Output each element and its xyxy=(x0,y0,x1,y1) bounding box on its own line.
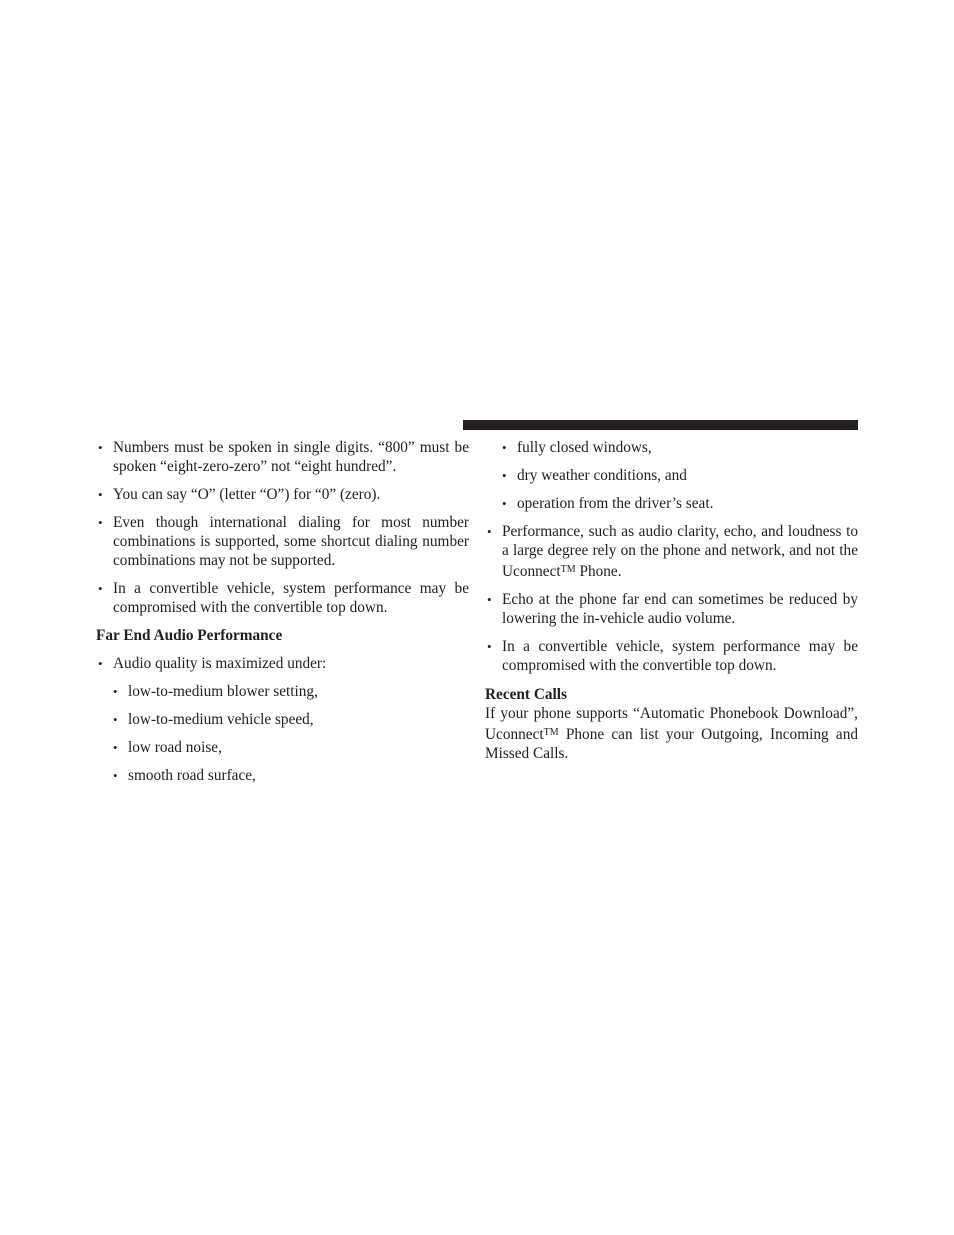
list-item-text: In a convertible vehicle, system performance may be compromised with the convertible top down. xyxy=(502,638,858,674)
right-column xyxy=(485,438,858,763)
list-item-text: In a convertible vehicle, system performance may be compromised with the convertible top down. xyxy=(113,580,469,616)
sub-list-item xyxy=(485,494,858,513)
list-item xyxy=(485,590,858,628)
list-item-text: smooth road surface, xyxy=(128,767,256,784)
list-item-text: low road noise, xyxy=(128,739,222,756)
list-item-text: dry weather conditions, and xyxy=(517,467,687,484)
bullet-icon: • xyxy=(502,468,507,483)
bullet-icon: • xyxy=(487,592,492,607)
trademark-mark: TM xyxy=(560,564,576,575)
list-item-text: low-to-medium vehicle speed, xyxy=(128,711,314,728)
bullet-icon: • xyxy=(98,656,103,671)
list-item xyxy=(485,637,858,675)
bullet-icon: • xyxy=(113,768,118,783)
bullet-icon: • xyxy=(98,440,103,455)
list-item-text: Echo at the phone far end can sometimes be reduced by lowering the in-vehicle audio volume. xyxy=(502,591,858,627)
list-item xyxy=(96,485,469,504)
list-item xyxy=(485,522,858,581)
left-column xyxy=(96,438,469,794)
bullet-icon: • xyxy=(502,440,507,455)
trademark-mark: TM xyxy=(543,727,559,738)
list-item-text: fully closed windows, xyxy=(517,439,652,456)
list-item xyxy=(96,654,469,673)
sub-list-item xyxy=(96,710,469,729)
bullet-icon: • xyxy=(487,524,492,539)
list-item-text: low-to-medium blower setting, xyxy=(128,683,318,700)
bullet-icon: • xyxy=(502,496,507,511)
list-item xyxy=(96,438,469,476)
bullet-icon: • xyxy=(98,487,103,502)
list-item-text: You can say “O” (letter “O”) for “0” (zero). xyxy=(113,486,381,503)
list-item-text: Performance, such as audio clarity, echo, and loudness to a large degree rely on the phone and network, and not the Uconnect™ Phone. xyxy=(502,523,858,580)
recent-calls-paragraph: If your phone supports “Automatic Phonebook Download”, Uconnect™ Phone can list your Outgoing, Incoming and Missed Calls. xyxy=(485,705,858,762)
bullet-icon: • xyxy=(487,639,492,654)
bullet-icon: • xyxy=(113,684,118,699)
list-item-text: Even though international dialing for most number combinations is supported, some shortcut dialing number combinations may not be supported. xyxy=(113,514,469,569)
sub-list-item xyxy=(485,466,858,485)
list-item-text: Audio quality is maximized under: xyxy=(113,655,327,672)
list-item xyxy=(96,513,469,570)
sub-list-item xyxy=(485,438,858,457)
list-item-text: Numbers must be spoken in single digits. “800” must be spoken “eight-zero-zero” not “eight hundred”. xyxy=(113,439,469,475)
sub-list-item xyxy=(96,738,469,757)
bullet-icon: • xyxy=(113,712,118,727)
tips-list xyxy=(96,438,469,617)
section-heading: Far End Audio Performance xyxy=(96,627,283,644)
section-heading: Recent Calls xyxy=(485,686,567,703)
list-item-text: operation from the driver’s seat. xyxy=(517,495,714,512)
bullet-icon: • xyxy=(98,515,103,530)
bullet-icon: • xyxy=(113,740,118,755)
conditions-list xyxy=(485,438,858,675)
bullet-icon: • xyxy=(98,581,103,596)
section-header-bar xyxy=(463,420,858,430)
audio-list xyxy=(96,654,469,785)
sub-list-item xyxy=(96,766,469,785)
sub-list-item xyxy=(96,682,469,701)
list-item xyxy=(96,579,469,617)
